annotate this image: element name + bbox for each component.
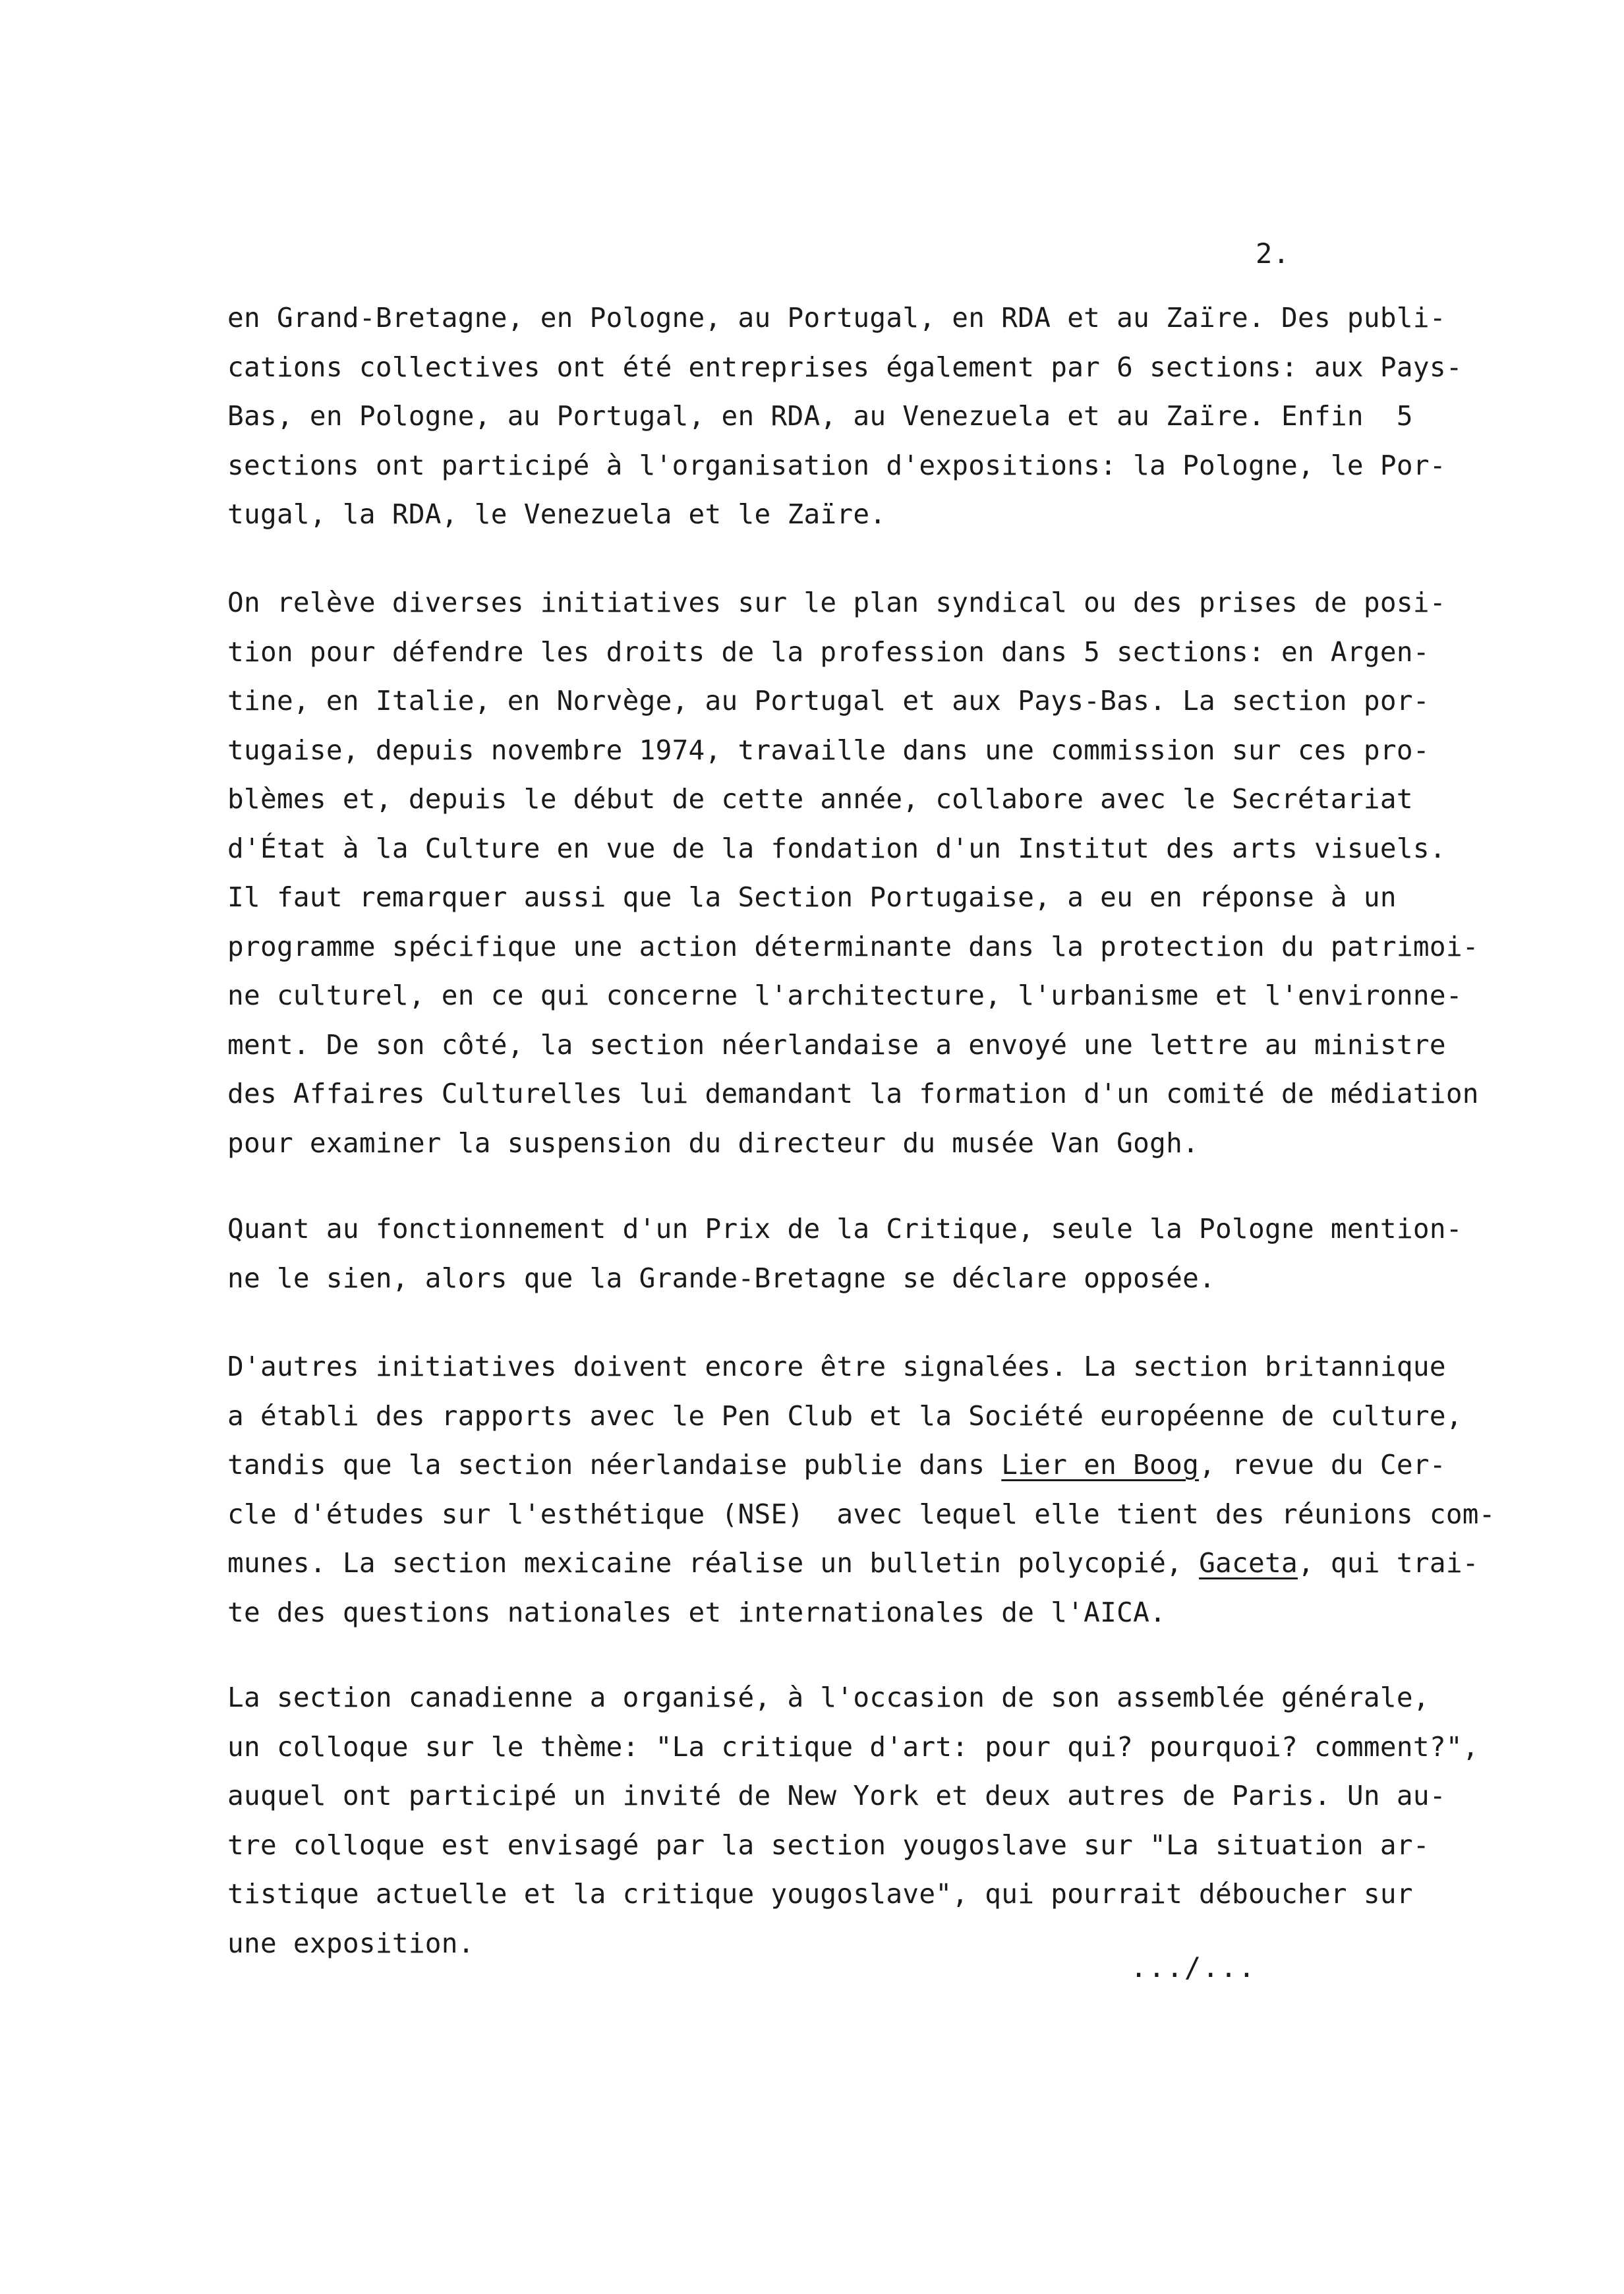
text-line bbox=[227, 1440, 1513, 1490]
text-segment: , qui trai- bbox=[1297, 1547, 1479, 1579]
paragraph-2 bbox=[227, 578, 1513, 1167]
text-line: blèmes et, depuis le début de cette année, collabore avec le Secrétariat bbox=[227, 783, 1413, 815]
text-line: tistique actuelle et la critique yougoslave", qui pourrait déboucher sur bbox=[227, 1878, 1413, 1910]
text-line: une exposition. bbox=[227, 1927, 475, 1959]
text-line: Bas, en Pologne, au Portugal, en RDA, au Venezuela et au Zaïre. Enfin 5 bbox=[227, 400, 1413, 432]
text-line: en Grand-Bretagne, en Pologne, au Portugal, en RDA et au Zaïre. Des publi- bbox=[227, 302, 1446, 334]
text-line bbox=[227, 1539, 1513, 1588]
text-line: des Affaires Culturelles lui demandant la formation d'un comité de médiation bbox=[227, 1078, 1479, 1109]
page-number: 2. bbox=[1256, 237, 1290, 270]
text-line: tion pour défendre les droits de la profession dans 5 sections: en Argen- bbox=[227, 635, 1430, 668]
text-line: Il faut remarquer aussi que la Section Portugaise, a eu en réponse à un bbox=[227, 881, 1397, 913]
text-line: pour examiner la suspension du directeur du musée Van Gogh. bbox=[227, 1127, 1200, 1159]
text-line: On relève diverses initiatives sur le plan syndical ou des prises de posi- bbox=[227, 587, 1446, 618]
paragraph-4 bbox=[227, 1342, 1513, 1637]
text-segment: tandis que la section néerlandaise publie dans bbox=[227, 1449, 1002, 1481]
text-line: cations collectives ont été entreprises également par 6 sections: aux Pays- bbox=[227, 351, 1463, 383]
text-line: tine, en Italie, en Norvège, au Portugal et aux Pays-Bas. La section por- bbox=[227, 685, 1430, 717]
publication-title-gaceta: Gaceta bbox=[1199, 1547, 1298, 1579]
paragraph-5 bbox=[227, 1673, 1513, 1968]
text-line: te des questions nationales et internationales de l'AICA. bbox=[227, 1596, 1167, 1628]
text-line: tre colloque est envisagé par la section yougoslave sur "La situation ar- bbox=[227, 1829, 1430, 1861]
text-line: Quant au fonctionnement d'un Prix de la Critique, seule la Pologne mention- bbox=[227, 1213, 1463, 1245]
text-line: D'autres initiatives doivent encore être signalées. La section britannique bbox=[227, 1351, 1446, 1382]
text-line: un colloque sur le thème: "La critique d'art: pour qui? pourquoi? comment?", bbox=[227, 1730, 1479, 1763]
text-line: d'État à la Culture en vue de la fondation d'un Institut des arts visuels. bbox=[227, 832, 1446, 864]
text-line: auquel ont participé un invité de New York et deux autres de Paris. Un au- bbox=[227, 1780, 1446, 1811]
publication-title-lier-en-boog: Lier en Boog bbox=[1001, 1449, 1200, 1481]
text-line: La section canadienne a organisé, à l'occasion de son assemblée générale, bbox=[227, 1682, 1430, 1713]
text-line: tugal, la RDA, le Venezuela et le Zaïre. bbox=[227, 498, 886, 530]
text-segment: munes. La section mexicaine réalise un bulletin polycopié, bbox=[227, 1547, 1200, 1579]
text-line: programme spécifique une action déterminante dans la protection du patrimoi- bbox=[227, 930, 1479, 962]
text-line: ment. De son côté, la section néerlandaise a envoyé une lettre au ministre bbox=[227, 1028, 1446, 1061]
paragraph-3 bbox=[227, 1204, 1513, 1303]
text-line: ne culturel, en ce qui concerne l'architecture, l'urbanisme et l'environne- bbox=[227, 980, 1463, 1011]
text-segment: , revue du Cer- bbox=[1199, 1449, 1446, 1481]
continuation-mark: .../... bbox=[1130, 1951, 1257, 1984]
text-line: sections ont participé à l'organisation d'expositions: la Pologne, le Por- bbox=[227, 449, 1446, 481]
text-line: a établi des rapports avec le Pen Club et la Société européenne de culture, bbox=[227, 1399, 1463, 1432]
paragraph-1 bbox=[227, 293, 1513, 539]
text-line: cle d'études sur l'esthétique (NSE) avec lequel elle tient des réunions com- bbox=[227, 1498, 1495, 1530]
text-line: tugaise, depuis novembre 1974, travaille dans une commission sur ces pro- bbox=[227, 734, 1430, 766]
text-line: ne le sien, alors que la Grande-Bretagne se déclare opposée. bbox=[227, 1262, 1216, 1294]
